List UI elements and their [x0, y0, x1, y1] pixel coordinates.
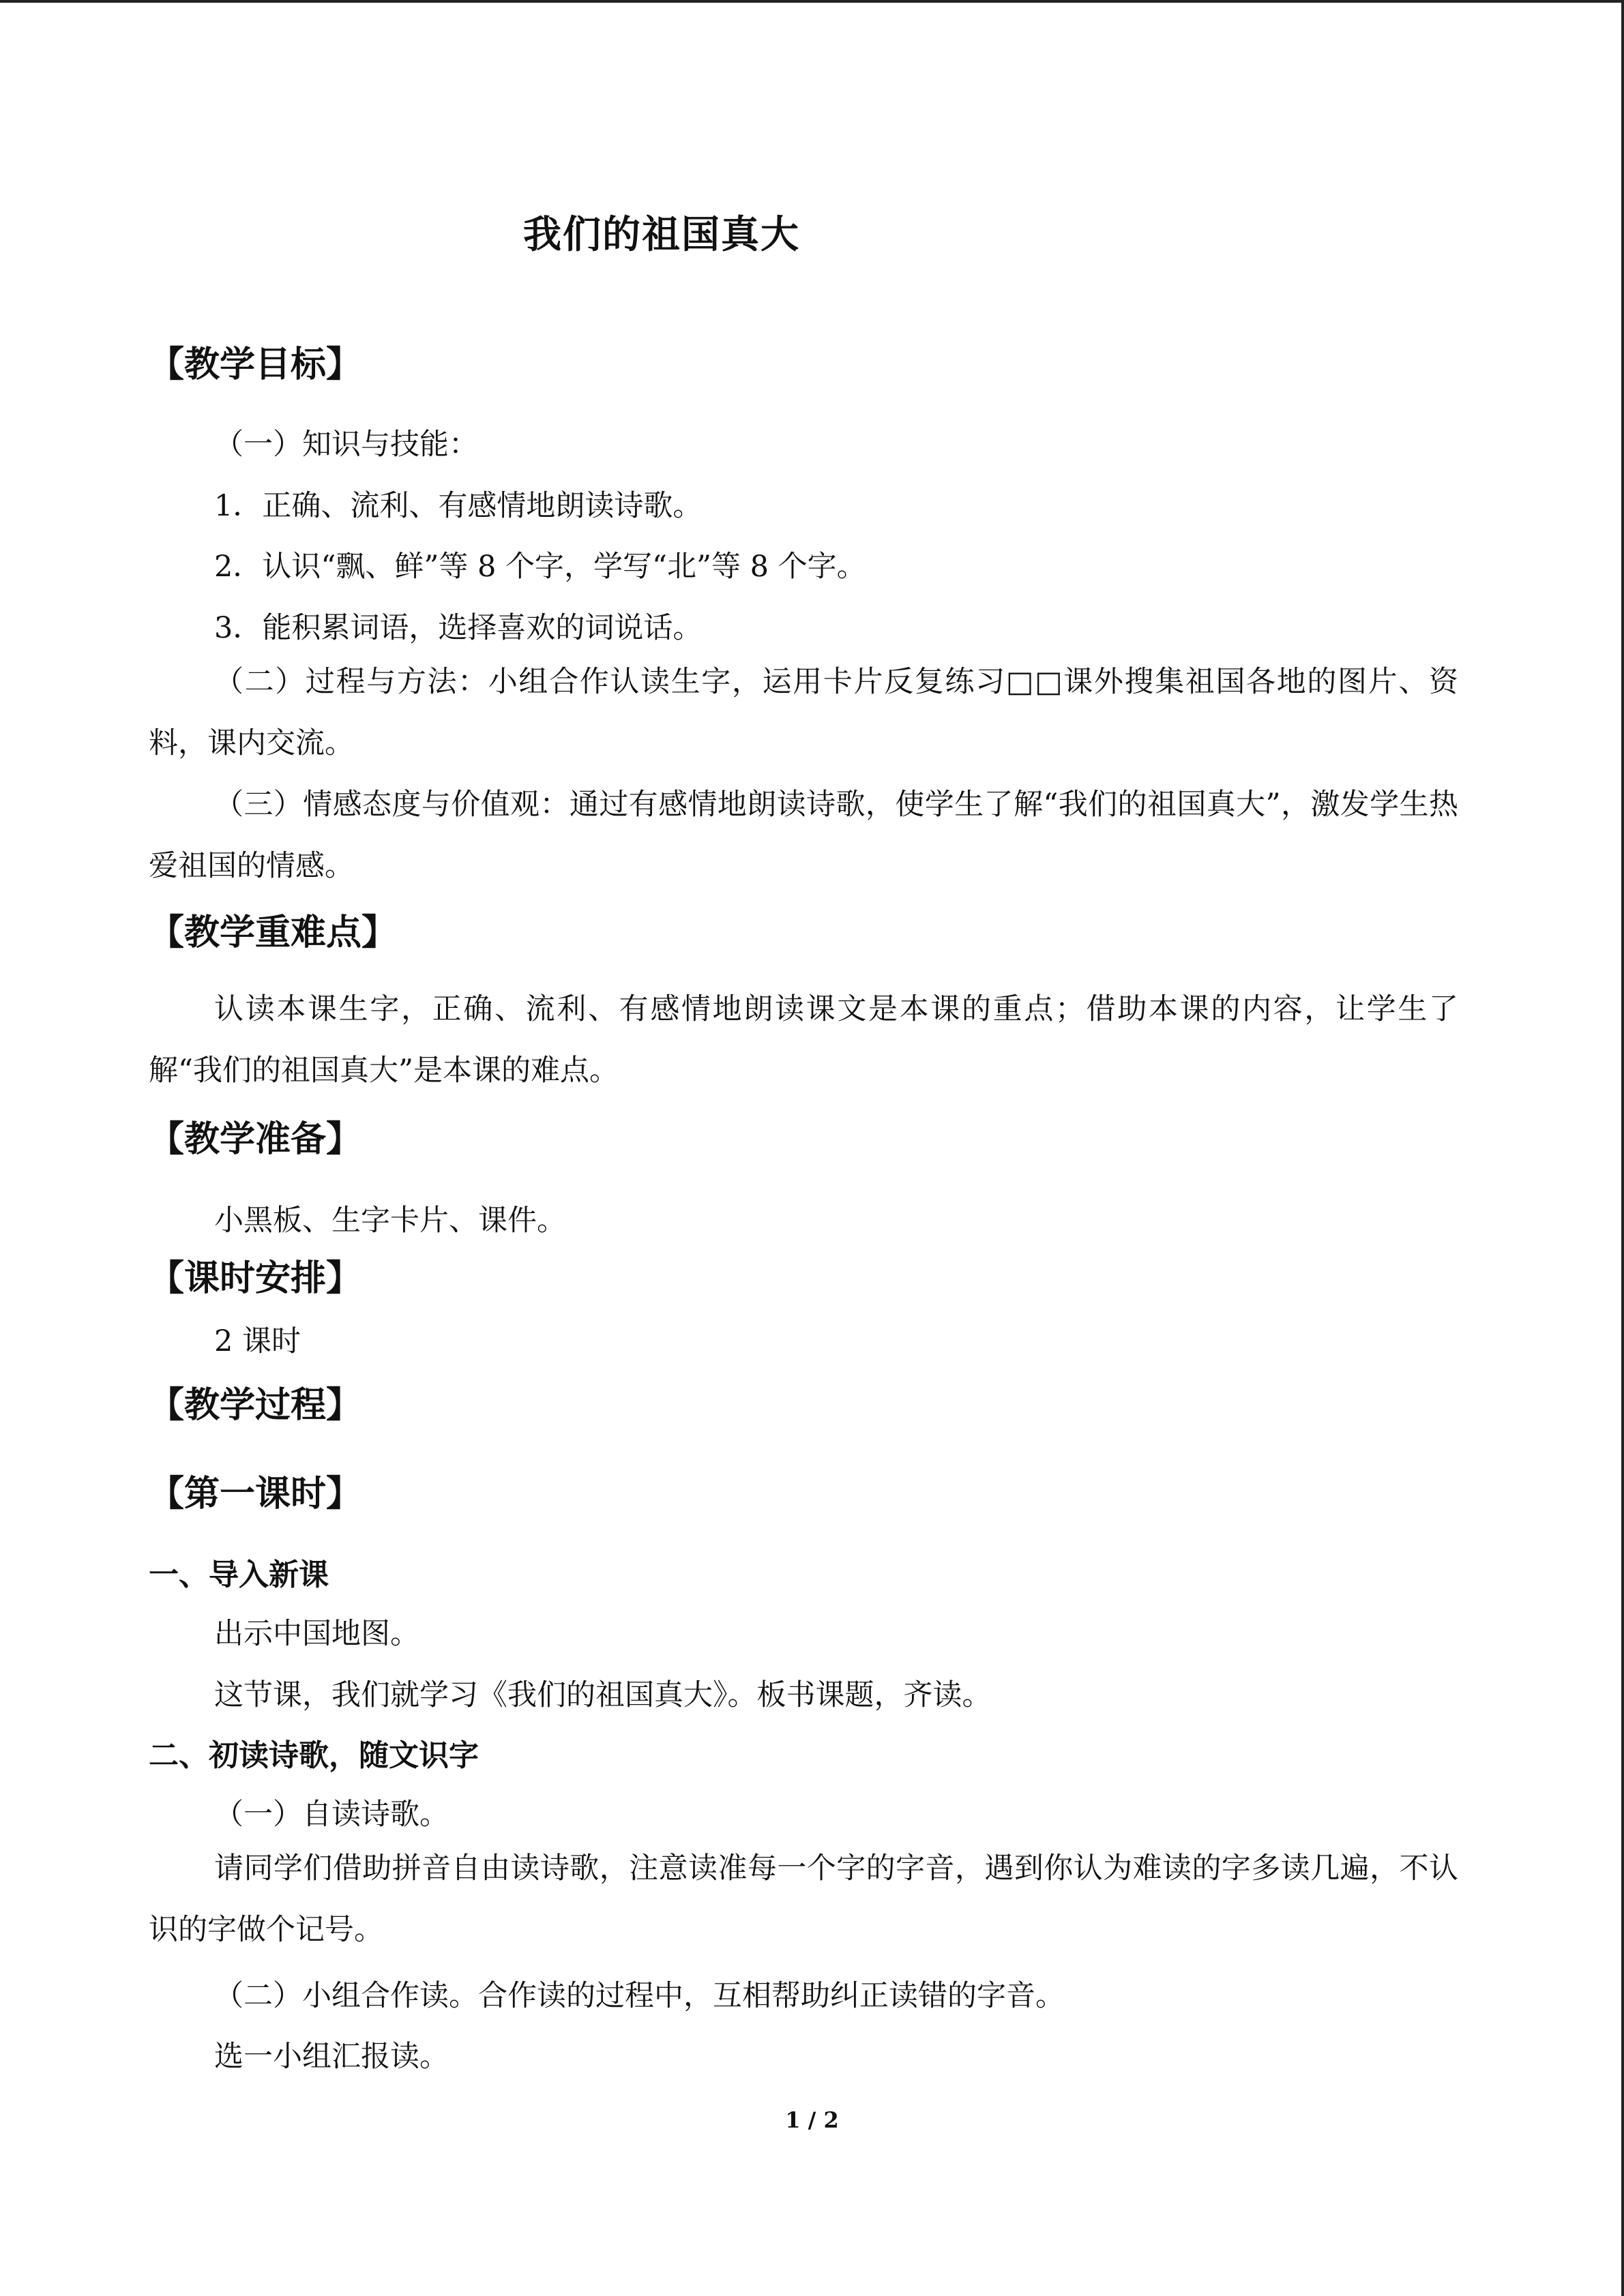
step2-line-2: （二）小组合作读。合作读的过程中，互相帮助纠正读错的字音。: [214, 1979, 1065, 2013]
prep-heading: 【教学准备】: [149, 1119, 362, 1160]
step2-line-1: （一）自读诗歌。: [214, 1798, 449, 1832]
keypoints-heading: 【教学重难点】: [149, 912, 398, 953]
right-border: [1621, 0, 1624, 2296]
document-title: 我们的祖国真大: [523, 213, 800, 257]
goal-emotion: （三）情感态度与价值观：通过有感情地朗读诗歌，使学生了解“我们的祖国真大”，激发学生热爱祖国的情感。: [149, 788, 1458, 883]
goal-item-1: 1．正确、流利、有感情地朗读诗歌。: [214, 489, 703, 523]
step2-paragraph: 请同学们借助拼音自由读诗歌，注意读准每一个字的字音，遇到你认为难读的字多读几遍，不认识的字做个记号。: [149, 1851, 1458, 1947]
step1-heading: 一、导入新课: [149, 1557, 329, 1592]
step1-line-1: 出示中国地图。: [214, 1617, 419, 1651]
page-number: 1 / 2: [785, 2107, 839, 2133]
step2-heading: 二、初读诗歌，随文识字: [149, 1738, 479, 1773]
goal-item-2: 2．认识“飘、鲜”等 8 个字，学写“北”等 8 个字。: [214, 550, 866, 584]
goal-knowledge: （一）知识与技能：: [214, 428, 478, 462]
lesson1-heading: 【第一课时】: [149, 1474, 362, 1515]
process-heading: 【教学过程】: [149, 1385, 362, 1426]
goals-heading: 【教学目标】: [149, 344, 362, 385]
prep-text: 小黑板、生字卡片、课件。: [214, 1204, 566, 1238]
schedule-text: 2 课时: [214, 1324, 301, 1358]
keypoints-text: 认读本课生字，正确、流利、有感情地朗读课文是本课的重点；借助本课的内容，让学生了解“我们的祖国真大”是本课的难点。: [149, 992, 1458, 1088]
step1-line-2: 这节课，我们就学习《我们的祖国真大》。板书课题，齐读。: [214, 1678, 992, 1712]
top-border: [0, 0, 1624, 3]
goal-process: （二）过程与方法：小组合作认读生字，运用卡片反复练习□□课外搜集祖国各地的图片、资料，课内交流。: [149, 665, 1458, 760]
schedule-heading: 【课时安排】: [149, 1258, 362, 1299]
goal-item-3: 3．能积累词语，选择喜欢的词说话。: [214, 611, 703, 645]
step2-line-3: 选一小组汇报读。: [214, 2040, 449, 2074]
